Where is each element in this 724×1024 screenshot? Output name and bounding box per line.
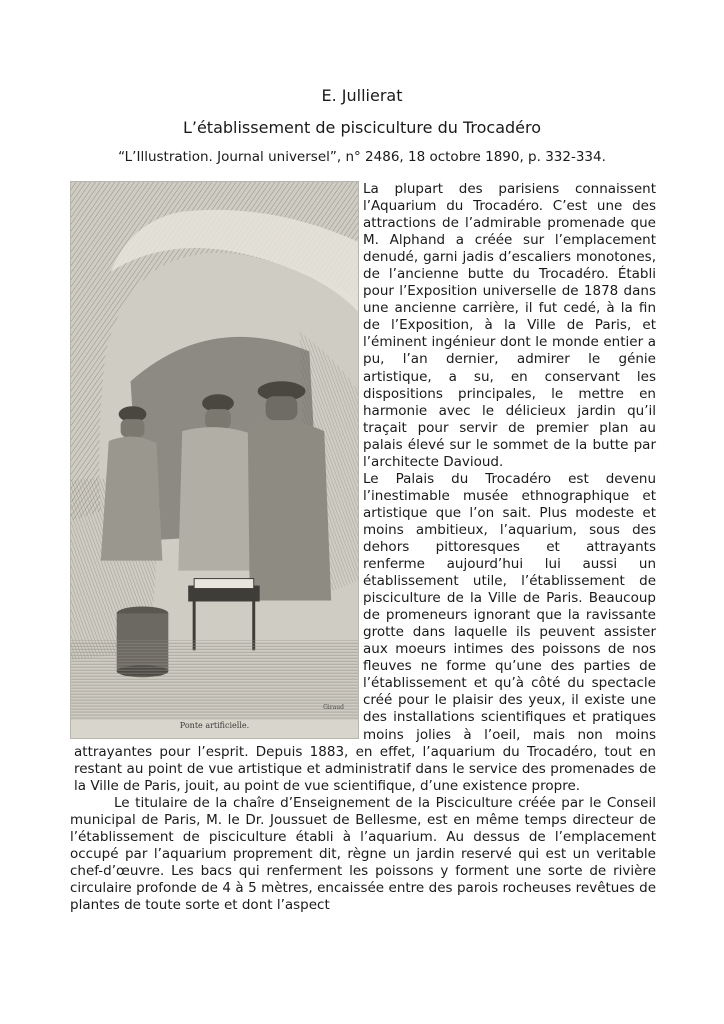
engraving-illustration [70,181,359,739]
paragraph-3: Le titulaire de la chaîre d’Enseignement de la Pisciculture créée par le Conseil municipal de Paris, M. le Dr. Joussuet de Bellesme, est en même temps directeur de l’établissement de pisciculture établi à l’aquarium. Au dessus de l’emplacement occupé par l’aquarium proprement dit, règne un jardin reservé qui est un veritable chef-d’œuvre. Les bacs qui renferment les poissons y forment une sorte de rivière circulaire profonde de 4 à 5 mètres, encaissée entre des parois rocheuses revêtues de plantes de toute sorte et dont l’aspect [70,794,656,913]
source-citation: “L’Illustration. Journal universel”, n° 2486, 18 octobre 1890, p. 332-334. [118,149,606,165]
engraving-image [71,182,358,738]
article-body [70,181,656,914]
figure-caption: Ponte artificielle. [179,720,250,730]
paragraph-1: La plupart des parisiens connaissent l’Aquarium du Trocadéro. C’est une des attractions de l’admirable promenade que M. Alphand a créée sur l’emplacement denudé, garni jadis d’escaliers monotones, de l’ancienne butte du Trocadéro. Établi pour l’Exposition universelle de 1878 dans une ancienne carrière, il fut cedé, à la fin de l’Exposition, à la Ville de Paris, et l’éminent ingénieur dont le monde entier a pu, l’an dernier, admirer le génie artistique, a su, en conservant les dispositions principales, le mettre en harmonie avec le délicieux jardin qu’il traçait pour servir de premier plan au palais élevé sur le sommet de la butte par l’architecte Davioud. [363,181,656,470]
paragraph-2: Le Palais du Trocadéro est devenu l’inestimable musée ethnographique et artistique que l’on sait. Plus modeste et moins ambitieux, l’aquarium, sous des dehors pittoresques et attrayants renferme aujourd’hui lui aussi un établissement utile, l’établissement de pisciculture de la Ville de Paris. Beaucoup de promeneurs ignorant que la ravissante grotte dans laquelle ils peuvent assister aux moeurs intimes des poissons de nos fleuves ne forme qu’une des parties de l’établissement et qu’à côté du spectacle créé pour le plaisir des yeux, il existe une des installations scientifiques et pratiques moins jolies à l’oeil, mais non moins attrayantes pour l’esprit. Depuis 1883, en effet, l’aquarium du Trocadéro, tout en restant au point de vue artistique et administratif dans le service des promenades de la Ville de Paris, jouit, au point de vue scientifique, d’une existence propre. [74,470,656,794]
engraver-signature: Giraud [323,703,344,711]
document-title: L’établissement de pisciculture du Trocadéro [182,118,542,137]
author: E. Jullierat [321,86,403,105]
